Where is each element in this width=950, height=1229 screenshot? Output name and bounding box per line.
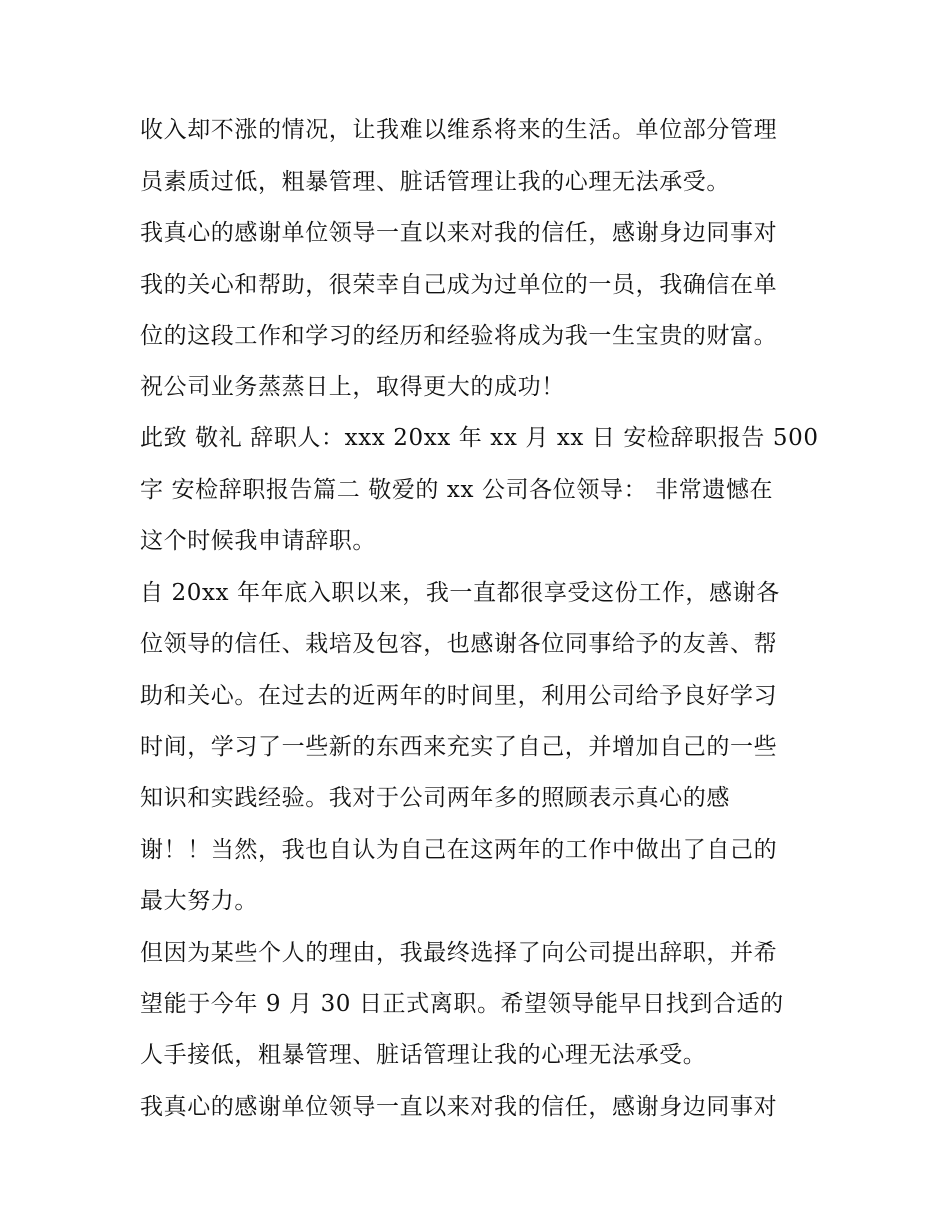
text-line: 我的关心和帮助，很荣幸自己成为过单位的一员，我确信在单 [140, 272, 778, 298]
text-line: 位的这段工作和学习的经历和经验将成为我一生宝贵的财富。 [140, 323, 778, 349]
text-line: 此致 敬礼 辞职人：xxx 20xx 年 xx 月 xx 日 安检辞职报告 500 [140, 425, 819, 451]
text-line: 字 安检辞职报告篇二 敬爱的 xx 公司各位领导： 非常遗憾在 [140, 477, 774, 503]
text-line: 望能于今年 9 月 30 日正式离职。希望领导能早日找到合适的 [140, 991, 784, 1017]
text-line: 助和关心。在过去的近两年的时间里，利用公司给予良好学习 [140, 683, 778, 709]
text-line: 人手接低，粗暴管理、脏话管理让我的心理无法承受。 [140, 1042, 707, 1068]
text-line: 员素质过低，粗暴管理、脏话管理让我的心理无法承受。 [140, 169, 730, 195]
text-line: 谢！！当然，我也自认为自己在这两年的工作中做出了自己的 [140, 837, 778, 863]
text-line: 但因为某些个人的理由，我最终选择了向公司提出辞职，并希 [140, 940, 778, 966]
text-line: 我真心的感谢单位领导一直以来对我的信任，感谢身边同事对 [140, 220, 778, 246]
text-line: 我真心的感谢单位领导一直以来对我的信任，感谢身边同事对 [140, 1094, 778, 1120]
text-line: 自 20xx 年年底入职以来，我一直都很享受这份工作，感谢各 [140, 580, 780, 606]
text-line: 时间，学习了一些新的东西来充实了自己，并增加自己的一些 [140, 734, 778, 760]
text-line: 知识和实践经验。我对于公司两年多的照顾表示真心的感 [140, 785, 730, 811]
text-line: 这个时候我申请辞职。 [140, 528, 376, 554]
text-line: 祝公司业务蒸蒸日上，取得更大的成功！ [140, 374, 565, 400]
text-line: 位领导的信任、栽培及包容，也感谢各位同事给予的友善、帮 [140, 631, 778, 657]
text-line: 收入却不涨的情况，让我难以维系将来的生活。单位部分管理 [140, 117, 778, 143]
text-line: 最大努力。 [140, 888, 258, 914]
